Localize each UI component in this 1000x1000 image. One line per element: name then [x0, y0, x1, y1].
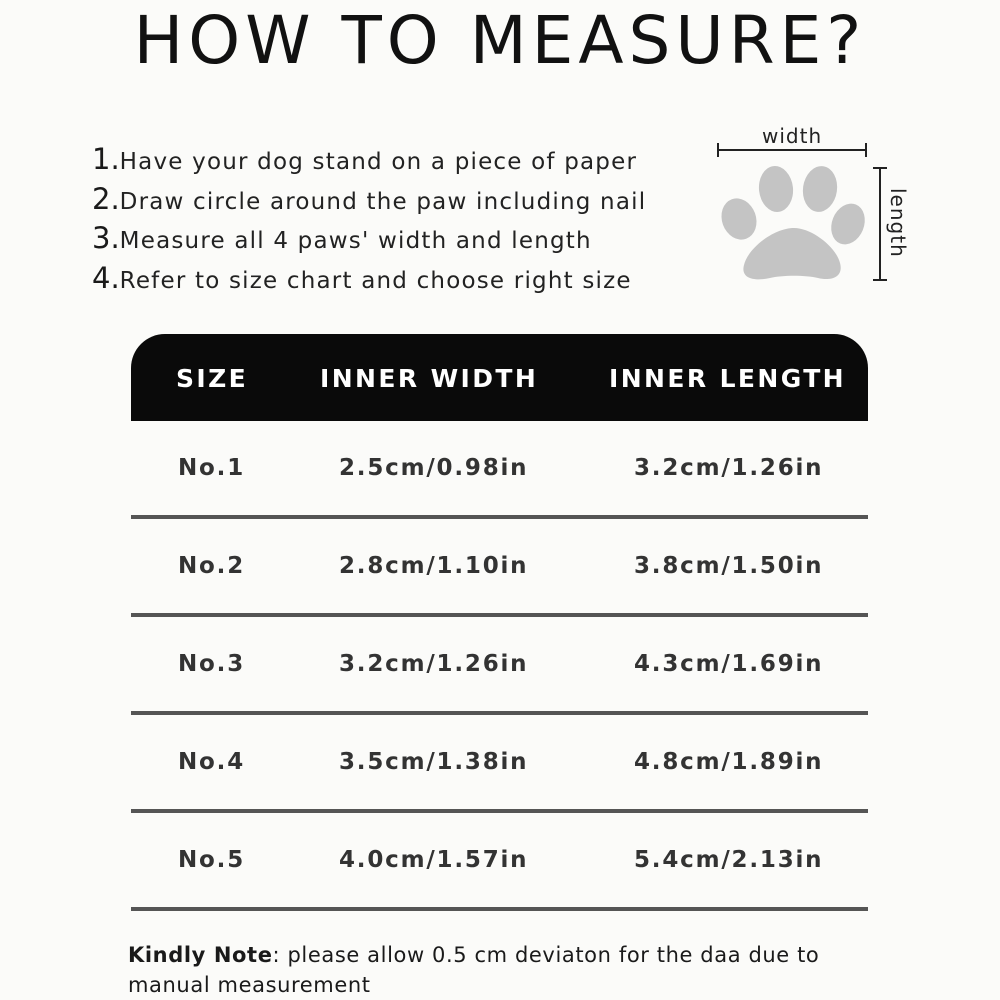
step-text: Refer to size chart and choose right size — [119, 267, 632, 294]
paw-measure-diagram — [712, 120, 922, 290]
table-row — [131, 421, 868, 519]
table-row — [131, 519, 868, 617]
width-label: width — [762, 124, 823, 148]
size-cell: No.1 — [178, 455, 245, 481]
table-row — [131, 715, 868, 813]
step-number: 3. — [92, 221, 120, 255]
size-cell: No.5 — [178, 847, 245, 873]
page-title: HOW TO MEASURE? — [133, 2, 867, 79]
step-item — [92, 261, 712, 301]
step-item — [92, 221, 712, 261]
size-cell: No.2 — [178, 553, 245, 579]
width-cell: 3.2cm/1.26in — [339, 651, 529, 677]
length-label: length — [886, 188, 910, 258]
length-cell: 3.8cm/1.50in — [634, 553, 824, 579]
table-header — [131, 334, 868, 421]
width-cell: 2.5cm/0.98in — [339, 455, 529, 481]
note-text: : please allow 0.5 cm deviaton for the daa due to manual measurement — [128, 943, 820, 997]
table-row — [131, 813, 868, 911]
note-label: Kindly Note — [128, 943, 273, 967]
measure-steps — [92, 142, 712, 300]
header-inner-length: INNER LENGTH — [609, 364, 846, 393]
step-text: Have your dog stand on a piece of paper — [119, 149, 638, 175]
paw-print-icon — [716, 164, 871, 280]
length-cell: 4.3cm/1.69in — [634, 651, 824, 677]
header-inner-width: INNER WIDTH — [320, 364, 539, 393]
step-item — [92, 182, 712, 222]
size-chart-table — [131, 334, 868, 911]
step-item — [92, 142, 712, 182]
size-cell: No.4 — [178, 749, 245, 775]
kindly-note — [128, 940, 888, 1000]
length-cell: 5.4cm/2.13in — [634, 847, 824, 873]
step-number: 1. — [92, 142, 120, 176]
step-number: 4. — [92, 260, 120, 295]
size-cell: No.3 — [178, 651, 245, 677]
length-dimension-line — [873, 168, 887, 280]
step-text: Draw circle around the paw including nail — [119, 188, 647, 215]
header-size: SIZE — [176, 364, 249, 393]
step-text: Measure all 4 paws' width and length — [119, 228, 592, 254]
length-cell: 4.8cm/1.89in — [634, 749, 824, 775]
length-cell: 3.2cm/1.26in — [634, 455, 824, 481]
width-cell: 4.0cm/1.57in — [339, 847, 529, 873]
width-cell: 2.8cm/1.10in — [339, 553, 529, 579]
table-row — [131, 617, 868, 715]
width-cell: 3.5cm/1.38in — [339, 749, 529, 775]
step-number: 2. — [92, 181, 120, 216]
